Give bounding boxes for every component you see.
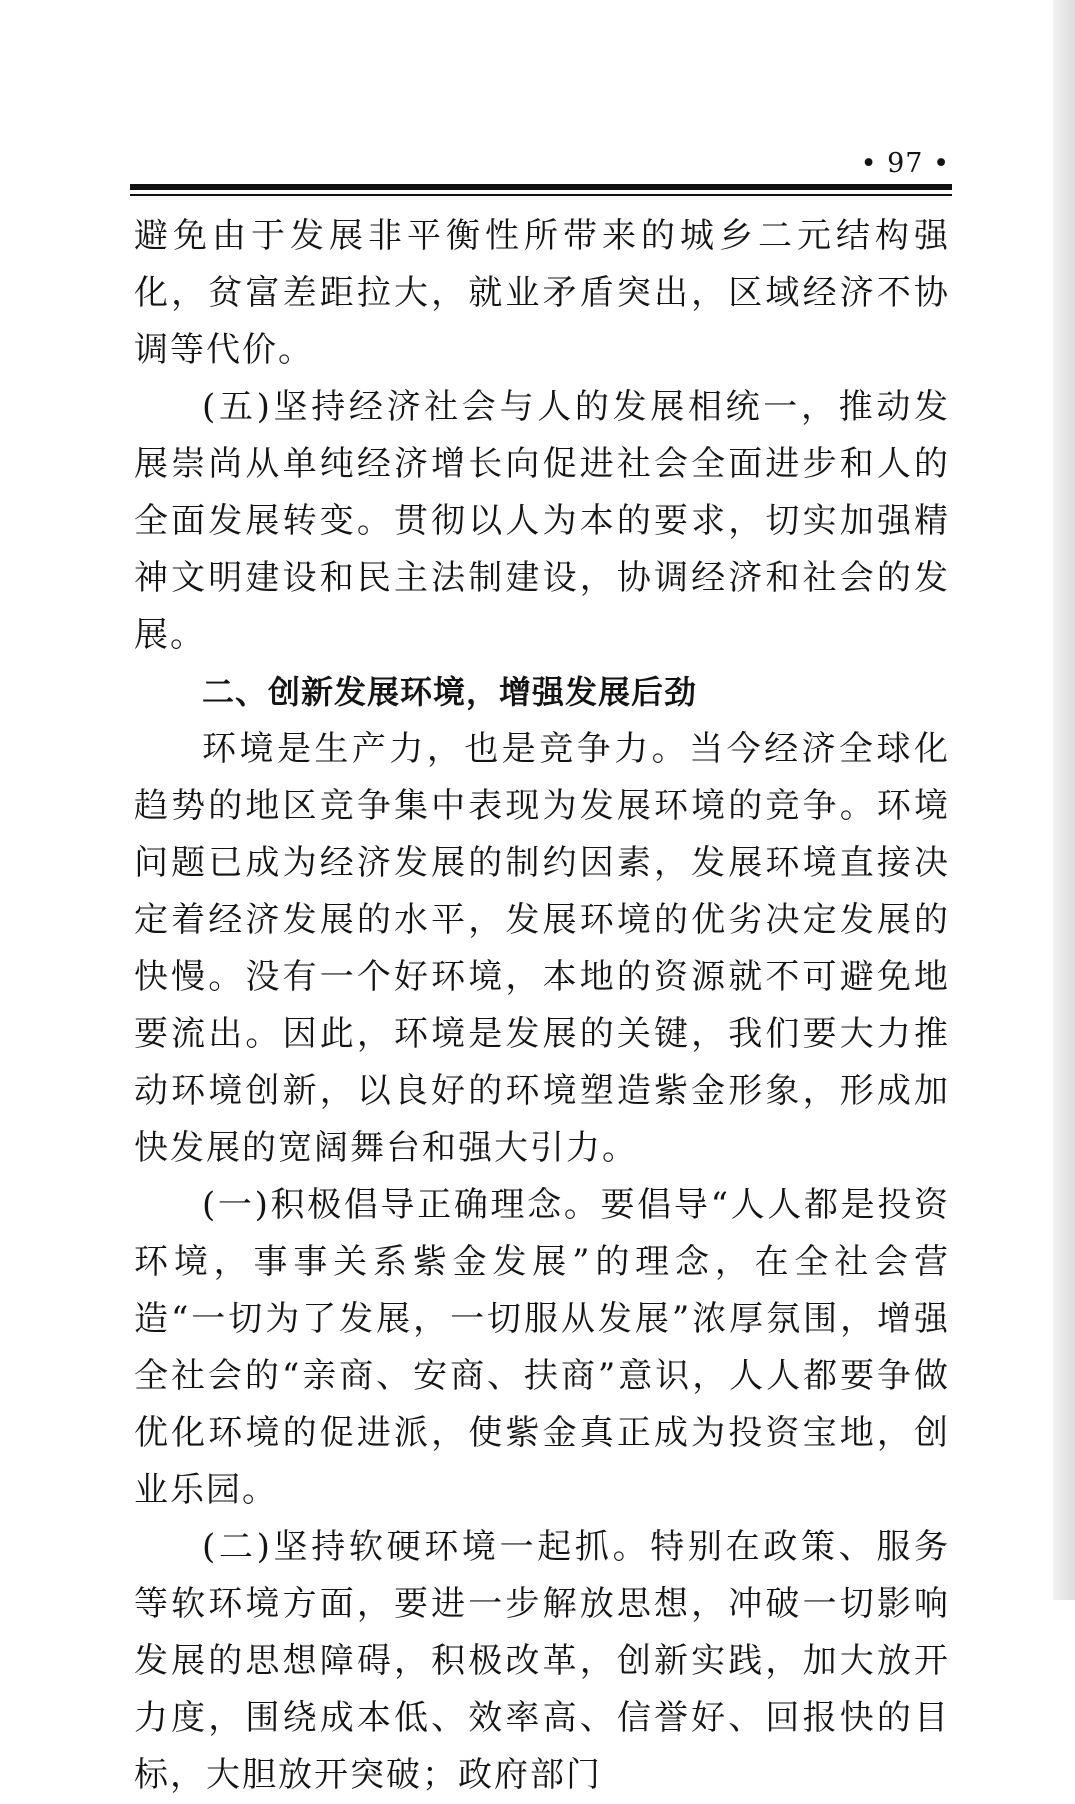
header-rule-thin <box>130 194 952 196</box>
page-number: • 97 • <box>860 148 950 179</box>
section-heading: 二、创新发展环境，增强发展后劲 <box>202 673 698 711</box>
page-body <box>134 208 950 1804</box>
paragraph-point-five: (五)坚持经济社会与人的发展相统一，推动发展崇尚从单纯经济增长向促进社会全面进步和人的全面发展转变。贯彻以人为本的要求，切实加强精神文明建设和民主法制建设，协调经济和社会的发展。 <box>134 387 950 655</box>
paragraph-environment: 环境是生产力，也是竞争力。当今经济全球化趋势的地区竞争集中表现为发展环境的竞争。环境问题已成为经济发展的制约因素，发展环境直接决定着经济发展的水平，发展环境的优劣决定发展的快慢。没有一个好环境，本地的资源就不可避免地要流出。因此，环境是发展的关键，我们要大力推动环境创新，以良好的环境塑造紫金形象，形成加快发展的宽阔舞台和强大引力。 <box>134 729 950 1168</box>
paragraph-continuation: 避免由于发展非平衡性所带来的城乡二元结构强化，贫富差距拉大，就业矛盾突出，区域经济不协调等代价。 <box>134 216 950 370</box>
paragraph-point-one: (一)积极倡导正确理念。要倡导“人人都是投资环境，事事关系紫金发展”的理念，在全社会营造“一切为了发展，一切服从发展”浓厚氛围，增强全社会的“亲商、安商、扶商”意识，人人都要争做优化环境的促进派，使紫金真正成为投资宝地，创业乐园。 <box>134 1185 950 1510</box>
header-rule <box>130 184 952 190</box>
paragraph-point-two: (二)坚持软硬环境一起抓。特别在政策、服务等软环境方面，要进一步解放思想，冲破一切影响发展的思想障碍，积极改革，创新实践，加大放开力度，围绕成本低、效率高、信誉好、回报快的目标，大胆放开突破；政府部门 <box>134 1527 950 1795</box>
scan-page-edge <box>1053 0 1075 1600</box>
